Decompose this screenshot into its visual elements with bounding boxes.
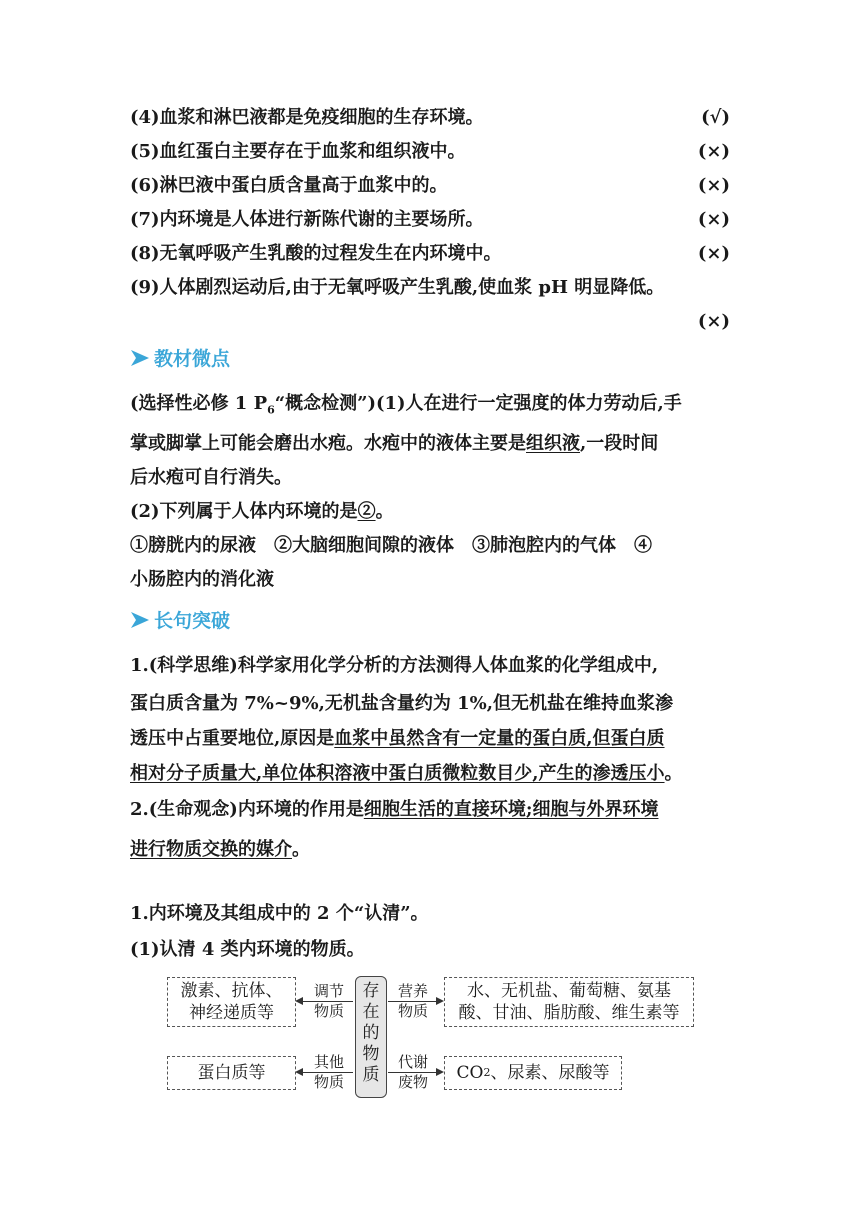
q1-answer: 组织液	[526, 433, 580, 454]
p1-line4: 相对分子质量大,单位体积溶液中蛋白质微粒数目少,产生的渗透压小。	[130, 763, 683, 784]
p1-line3: 透压中占重要地位,原因是血浆中虽然含有一定量的蛋白质,但蛋白质	[130, 728, 665, 749]
judgment-4-mark: (√)	[701, 107, 730, 128]
p1-answer-part1: 血浆中虽然含有一定量的蛋白质,但蛋白质	[334, 728, 665, 749]
regulatory-label: 调节 物质	[313, 982, 344, 1020]
arrow-left-top	[297, 1001, 353, 1002]
nutrient-substances-box: 水、无机盐、葡萄糖、氨基 酸、甘油、脂肪酸、维生素等	[444, 977, 694, 1027]
waste-label: 代谢 废物	[397, 1053, 428, 1091]
judgment-6: (6)淋巴液中蛋白质含量高于血浆中的。	[130, 175, 448, 196]
q2-options-line1: ①膀胱内的尿液 ②大脑细胞间隙的液体 ③肺泡腔内的气体 ④	[130, 535, 652, 556]
other-label: 其他 物质	[313, 1053, 344, 1091]
arrow-icon	[130, 611, 150, 629]
p2-answer-part1: 细胞生活的直接环境;细胞与外界环境	[363, 799, 659, 820]
p2-line1: 2.(生命观念)内环境的作用是细胞生活的直接环境;细胞与外界环境	[130, 799, 659, 820]
q2-answer: ②	[357, 501, 376, 522]
judgment-4: (4)血浆和淋巴液都是免疫细胞的生存环境。	[130, 107, 484, 128]
judgment-8-mark: (×)	[697, 243, 730, 264]
judgment-9-mark: (×)	[697, 311, 730, 332]
q1-line2: 掌或脚掌上可能会磨出水疱。水疱中的液体主要是组织液,一段时间	[130, 433, 659, 454]
judgment-8: (8)无氧呼吸产生乳酸的过程发生在内环境中。	[130, 243, 502, 264]
arrow-icon	[130, 349, 150, 367]
q1-line3: 后水疱可自行消失。	[130, 467, 292, 488]
p1-line2: 蛋白质含量为 7%~9%,无机盐含量约为 1%,但无机盐在维持血浆渗	[130, 693, 674, 714]
section-header-textbook	[130, 344, 230, 371]
q2-line: (2)下列属于人体内环境的是②。	[130, 501, 394, 522]
arrow-right-bottom	[388, 1072, 442, 1073]
metabolic-waste-box: CO 2 、尿素、尿酸等	[444, 1056, 622, 1090]
judgment-5: (5)血红蛋白主要存在于血浆和组织液中。	[130, 141, 466, 162]
nutrient-label: 营养 物质	[397, 982, 428, 1020]
judgment-7: (7)内环境是人体进行新陈代谢的主要场所。	[130, 209, 484, 230]
judgment-5-mark: (×)	[697, 141, 730, 162]
judgment-7-mark: (×)	[697, 209, 730, 230]
q1-line1: (选择性必修 1 $P_6“$概念检测”)(1)人在进行一定强度的体力劳动后,手	[130, 393, 682, 417]
p1-line1: 1.(科学思维)科学家用化学分析的方法测得人体血浆的化学组成中,	[130, 655, 659, 676]
judgment-9: (9)人体剧烈运动后,由于无氧呼吸产生乳酸,使血浆 pH 明显降低。	[130, 277, 665, 298]
summary-title: 1.内环境及其组成中的 2 个“认清”。	[130, 903, 429, 924]
p2-line2: 进行物质交换的媒介。	[130, 839, 310, 860]
section-title: 长句突破	[154, 610, 231, 632]
p1-answer-part2: 相对分子质量大,单位体积溶液中蛋白质微粒数目少,产生的渗透压小	[130, 763, 665, 784]
arrow-left-bottom	[297, 1072, 353, 1073]
section-title: 教材微点	[154, 348, 231, 370]
summary-subtitle: (1)认清 4 类内环境的物质。	[130, 939, 365, 960]
p2-answer-part2: 进行物质交换的媒介	[130, 839, 292, 860]
judgment-6-mark: (×)	[697, 175, 730, 196]
regulatory-substances-box: 激素、抗体、 神经递质等	[167, 977, 296, 1027]
other-substances-box: 蛋白质等	[167, 1056, 296, 1090]
q2-options-line2: 小肠腔内的消化液	[130, 569, 274, 590]
section-header-longsentence	[130, 606, 230, 633]
center-box: 存 在 的 物 质	[355, 976, 387, 1098]
arrow-right-top	[388, 1001, 442, 1002]
